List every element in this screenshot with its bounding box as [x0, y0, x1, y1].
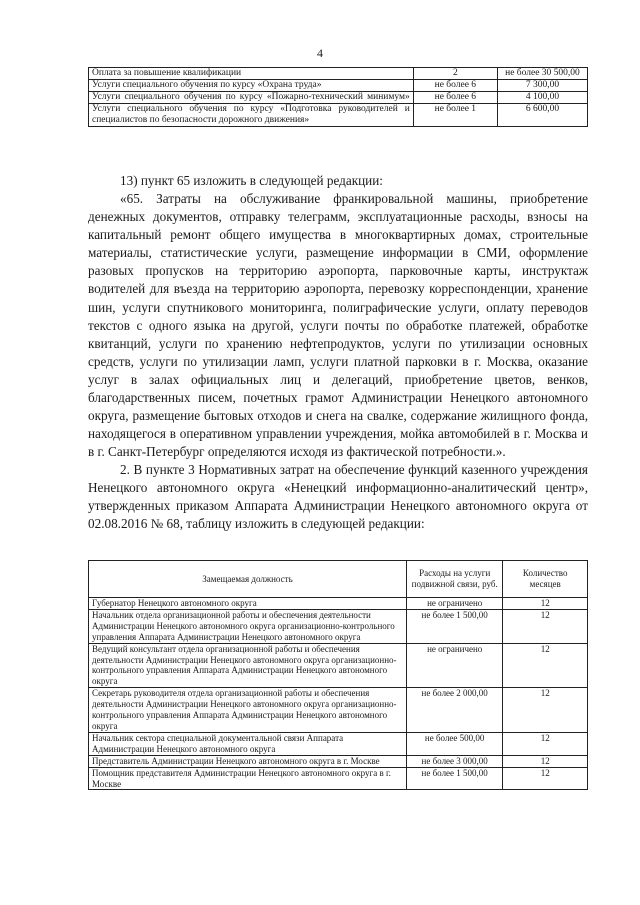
cell-months: 12: [503, 598, 588, 610]
table-row: [89, 92, 588, 104]
cell-position: Секретарь руководителя отдела организационной работы и обеспечения деятельности Администрации Ненецкого автономного округа организационно-контрольного управления Аппарата Администрации Ненецкого автономного округа: [89, 688, 407, 733]
cell-name: Услуги специального обучения по курсу «Охрана труда»: [89, 80, 414, 92]
table-row: [89, 643, 588, 688]
cell-months: 12: [503, 643, 588, 688]
cell-months: 12: [503, 755, 588, 767]
cell-cost: не более 1 500,00: [406, 609, 502, 643]
cell-cost: не ограничено: [406, 643, 502, 688]
cell-cost: не более 500,00: [406, 732, 502, 755]
table-row: [89, 80, 588, 92]
cell-months: 12: [503, 767, 588, 790]
cell-months: 12: [503, 732, 588, 755]
cell-price: 7 300,00: [497, 80, 587, 92]
table-row: [89, 609, 588, 643]
cell-name: Услуги специального обучения по курсу «Подготовка руководителей и специалистов по безопасности дорожного движения»: [89, 104, 414, 127]
cell-price: не более 30 500,00: [497, 68, 587, 80]
table-row: [89, 767, 588, 790]
cell-cost: не более 2 000,00: [406, 688, 502, 733]
table-row: [89, 68, 588, 80]
training-costs-table: [88, 67, 588, 127]
table-row: [89, 732, 588, 755]
cell-qty: не более 6: [413, 92, 497, 104]
cell-position: Губернатор Ненецкого автономного округа: [89, 598, 407, 610]
header-cost: Расходы на услуги подвижной связи, руб.: [406, 561, 502, 598]
cell-price: 6 600,00: [497, 104, 587, 127]
cell-cost: не более 1 500,00: [406, 767, 502, 790]
table-row: [89, 598, 588, 610]
table-header-row: [89, 561, 588, 598]
paragraph-item-13: 13) пункт 65 изложить в следующей редакции:: [120, 173, 383, 188]
cell-position: Представитель Администрации Ненецкого автономного округа в г. Москве: [89, 755, 407, 767]
cell-months: 12: [503, 688, 588, 733]
table-row: [89, 104, 588, 127]
cell-price: 4 100,00: [497, 92, 587, 104]
cell-position: Ведущий консультант отдела организационной работы и обеспечения деятельности Администрации Ненецкого автономного округа организационно-контрольного управления Аппарата Администрации Ненецкого автономного округа: [89, 643, 407, 688]
cell-qty: 2: [413, 68, 497, 80]
cell-cost: не более 3 000,00: [406, 755, 502, 767]
table-row: [89, 688, 588, 733]
page-number: 4: [317, 46, 323, 60]
mobile-costs-table: [88, 560, 588, 790]
header-months: Количество месяцев: [503, 561, 588, 598]
cell-name: Оплата за повышение квалификации: [89, 68, 414, 80]
cell-name: Услуги специального обучения по курсу «Пожарно-технический минимум»: [89, 92, 414, 104]
cell-position: Помощник представителя Администрации Ненецкого автономного округа в г. Москве: [89, 767, 407, 790]
cell-months: 12: [503, 609, 588, 643]
cell-cost: не ограничено: [406, 598, 502, 610]
header-position: Замещаемая должность: [89, 561, 407, 598]
cell-position: Начальник отдела организационной работы и обеспечения деятельности Администрации Ненецкого автономного округа организационно-контрольного управления Аппарата Администрации Ненецкого автономного округа: [89, 609, 407, 643]
paragraph-item-65: «65. Затраты на обслуживание франкировальной машины, приобретение денежных документов, отправку телеграмм, эксплуатационные расходы, взносы на капитальный ремонт общего имущества в многоквартирных домах, строительные материалы, статистические услуги, размещение информации в СМИ, оформление разовых пропусков на территорию аэропорта, парковочные карты, инструктаж водителей для въезда на территорию аэропорта, перевозку корреспонденции, хранение шин, услуги спутникового мониторинга, полиграфические услуги, оплату переводов текстов с одного языка на другой, услуги почты по обработке платежей, обработке квитанций, услуги по хранению нефтепродуктов, услуги по утилизации основных средств, услуги по утилизации ламп, услуги платной парковки в г. Москва, оказание услуг в залах официальных лиц и делегаций, приобретение цветов, венков, благодарственных писем, почетных грамот Администрации Ненецкого автономного округа, размещение бытовых отходов и снега на свалке, содержание жилищного фонда, находящегося в оперативном управлении учреждения, мойка автомобилей в г. Москва и в г. Санкт-Петербург определяются исходя из фактической потребности.».: [88, 191, 588, 460]
cell-position: Начальник сектора специальной документальной связи Аппарата Администрации Ненецкого автономного округа: [89, 732, 407, 755]
cell-qty: не более 1: [413, 104, 497, 127]
table-row: [89, 755, 588, 767]
paragraph-item-2: 2. В пункте 3 Нормативных затрат на обеспечение функций казенного учреждения Ненецкого автономного округа «Ненецкий информационно-аналитический центр», утвержденных приказом Аппарата Администрации Ненецкого автономного округа от 02.08.2016 № 68, таблицу изложить в следующей редакции:: [88, 462, 588, 532]
cell-qty: не более 6: [413, 80, 497, 92]
